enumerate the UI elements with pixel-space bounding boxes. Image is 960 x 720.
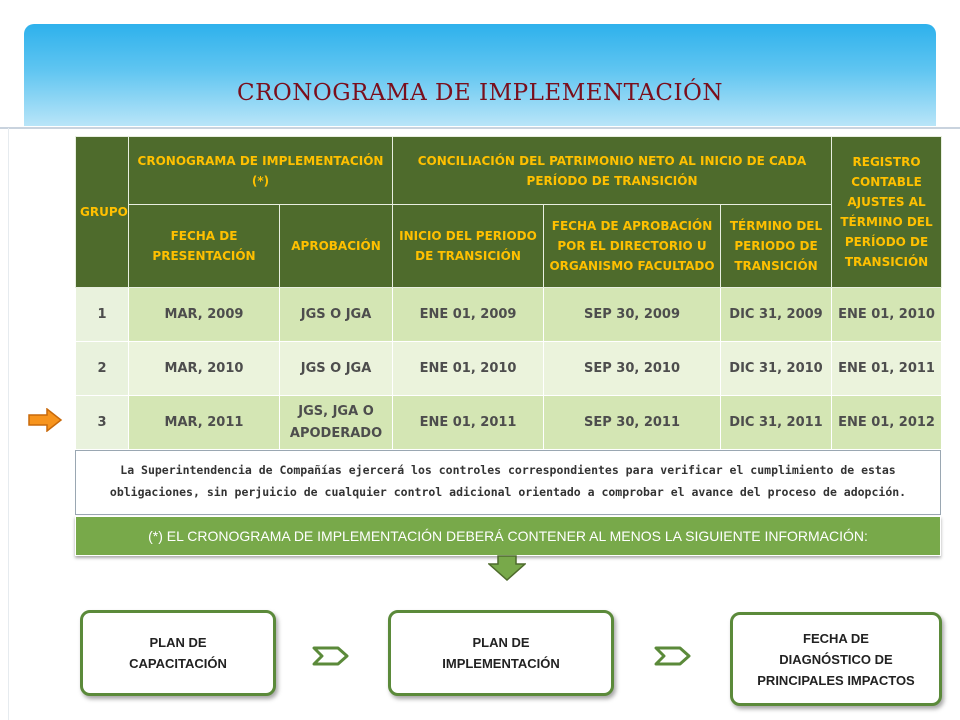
cell-registro: ENE 01, 2011 — [832, 342, 942, 396]
step-label: PLAN DE CAPACITACIÓN — [129, 635, 227, 671]
subheader-termino: TÉRMINO DEL PERIODO DE TRANSICIÓN — [721, 205, 832, 288]
right-arrow-icon — [27, 408, 63, 432]
header-cronograma: CRONOGRAMA DE IMPLEMENTACIÓN (*) — [129, 137, 393, 205]
subheader-aprobacion: APROBACIÓN — [280, 205, 393, 288]
table-row — [76, 342, 942, 396]
title-banner — [24, 24, 936, 126]
requirements-band: (*) EL CRONOGRAMA DE IMPLEMENTACIÓN DEBERÁ CONTENER AL MENOS LA SIGUIENTE INFORMACIÓN: — [75, 516, 941, 556]
supervision-note: La Superintendencia de Compañías ejercerá los controles correspondientes para verificar el cumplimiento de estas obligaciones, sin perjuicio de cualquier control adicional orientado a comprobar el avance del proceso de adopción. — [75, 450, 941, 515]
header-conciliacion: CONCILIACIÓN DEL PATRIMONIO NETO AL INICIO DE CADA PERÍODO DE TRANSICIÓN — [393, 137, 832, 205]
step-label: FECHA DE DIAGNÓSTICO DE PRINCIPALES IMPACTOS — [757, 630, 915, 688]
cell-aprobacion: JGS, JGA O APODERADO — [280, 396, 393, 450]
banner-divider — [0, 127, 960, 129]
cell-inicio: ENE 01, 2011 — [393, 396, 544, 450]
cell-fecha: MAR, 2010 — [129, 342, 280, 396]
table-header-row — [76, 137, 942, 205]
header-grupo: GRUPO — [76, 137, 129, 288]
chevron-right-icon — [654, 645, 692, 667]
step-fecha-diagnostico — [730, 612, 942, 706]
down-arrow-icon — [488, 555, 526, 581]
chevron-right-icon — [312, 645, 350, 667]
subheader-fecha-presentacion: FECHA DE PRESENTACIÓN — [129, 205, 280, 288]
cell-fecha-aprobacion: SEP 30, 2009 — [544, 288, 721, 342]
cell-grupo: 2 — [76, 342, 129, 396]
page-title: CRONOGRAMA DE IMPLEMENTACIÓN — [236, 80, 724, 106]
cell-termino: DIC 31, 2010 — [721, 342, 832, 396]
cell-termino: DIC 31, 2011 — [721, 396, 832, 450]
subheader-fecha-aprobacion: FECHA DE APROBACIÓN POR EL DIRECTORIO U ORGANISMO FACULTADO — [544, 205, 721, 288]
cell-fecha: MAR, 2009 — [129, 288, 280, 342]
cell-registro: ENE 01, 2012 — [832, 396, 942, 450]
step-plan-implementacion — [388, 610, 614, 696]
cell-fecha-aprobacion: SEP 30, 2011 — [544, 396, 721, 450]
subheader-inicio: INICIO DEL PERIODO DE TRANSICIÓN — [393, 205, 544, 288]
cell-grupo: 1 — [76, 288, 129, 342]
cell-fecha-aprobacion: SEP 30, 2010 — [544, 342, 721, 396]
cell-inicio: ENE 01, 2010 — [393, 342, 544, 396]
cell-termino: DIC 31, 2009 — [721, 288, 832, 342]
table-row — [76, 288, 942, 342]
cell-inicio: ENE 01, 2009 — [393, 288, 544, 342]
cell-registro: ENE 01, 2010 — [832, 288, 942, 342]
cell-fecha: MAR, 2011 — [129, 396, 280, 450]
left-divider — [8, 128, 9, 720]
cell-grupo: 3 — [76, 396, 129, 450]
table-row — [76, 396, 942, 450]
table-subheader-row — [76, 205, 942, 288]
implementation-schedule-table — [75, 136, 942, 450]
header-registro: REGISTRO CONTABLE AJUSTES AL TÉRMINO DEL PERÍODO DE TRANSICIÓN — [832, 137, 942, 288]
step-plan-capacitacion — [80, 610, 276, 696]
cell-aprobacion: JGS O JGA — [280, 288, 393, 342]
cell-aprobacion: JGS O JGA — [280, 342, 393, 396]
step-label: PLAN DE IMPLEMENTACIÓN — [442, 635, 560, 671]
